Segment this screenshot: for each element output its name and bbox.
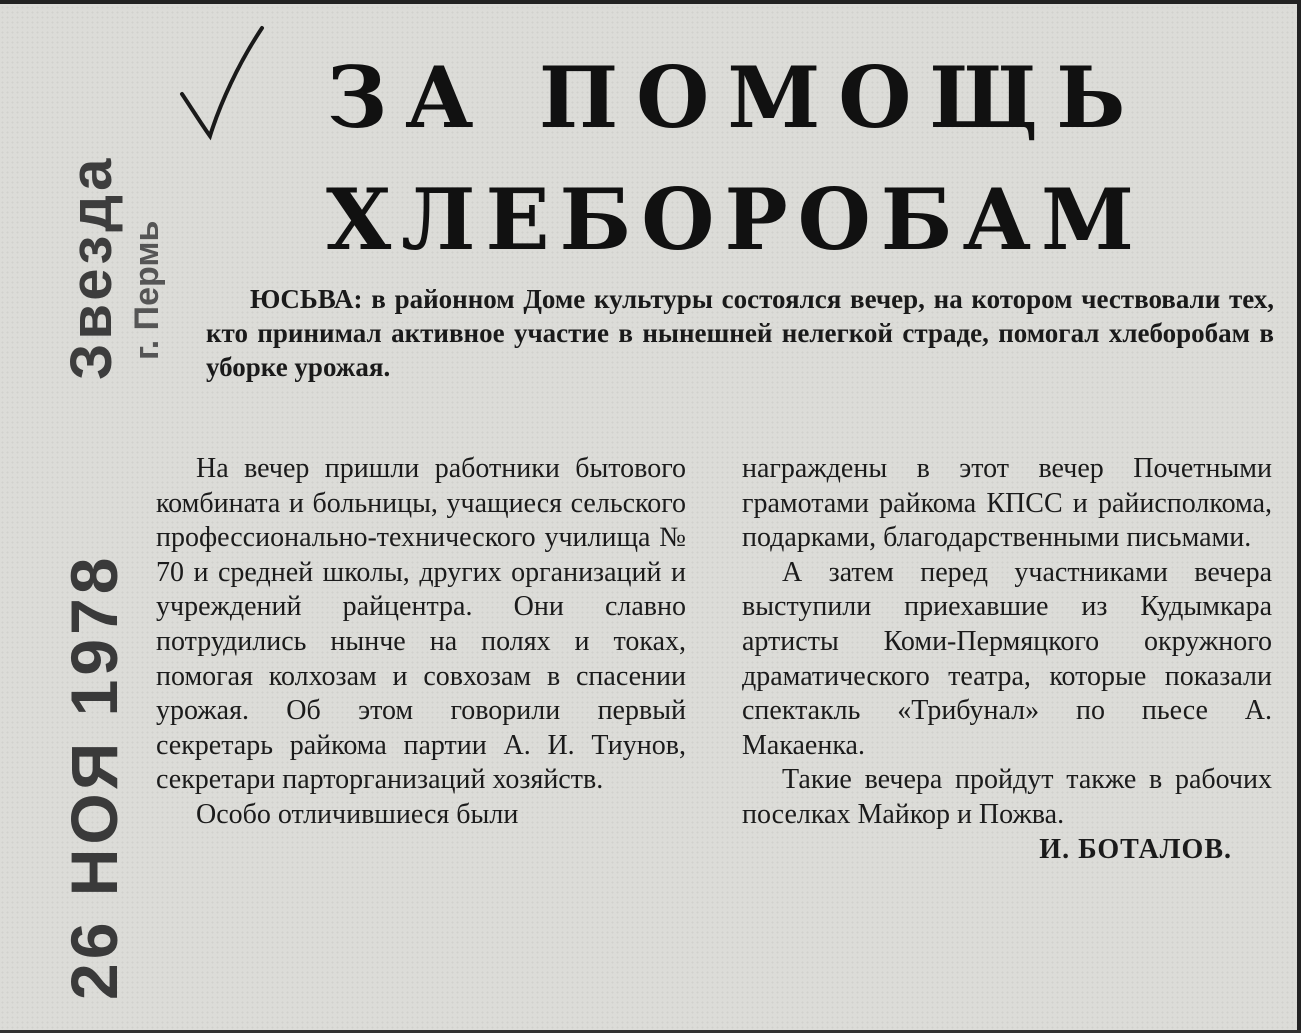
date-stamp: 26 НОЯ 1978 xyxy=(57,553,131,1000)
headline-line-2: ХЛЕБОРОБАМ xyxy=(326,170,1144,269)
article-column-right xyxy=(742,452,1272,867)
headline-line-1: ЗА ПОМОЩЬ xyxy=(326,48,1144,147)
newspaper-stamp: Звезда xyxy=(59,154,124,380)
article-paragraph: На вечер пришли работники бытового комбината и больницы, учащиеся сельского профессионально-технического училища № 70 и средней школы, других организаций и учреждений райцентра. Они славно потрудились нынче на полях и токах, помогая колхозам и совхозам в спасении урожая. Об этом говорили первый секретарь райкома партии А. И. Тиунов, секретари парторганизаций хозяйств. xyxy=(156,453,686,796)
article-paragraph: А затем перед участниками вечера выступили приехавшие из Кудымкара артисты Коми-Пермяцкого окружного драматического театра, которые показали спектакль «Трибунал» по пьесе А. Макаенка. xyxy=(742,556,1272,761)
stamp-city: г. Пермь xyxy=(128,220,166,360)
article-paragraph: награждены в этот вечер Почетными грамотами райкома КПСС и райисполкома, подарками, благодарственными письмами. xyxy=(742,453,1272,554)
author-signature: И. БОТАЛОВ. xyxy=(1039,833,1232,865)
article-paragraph: Такие вечера пройдут также в рабочих поселках Майкор и Пожва. xyxy=(742,764,1272,830)
article-paragraph: Особо отличившиеся были xyxy=(196,798,519,830)
clipping-edge-top xyxy=(0,0,1301,4)
article-column-left xyxy=(156,452,686,833)
lead-paragraph: ЮСЬВА: в районном Доме культуры состоялся вечер, на котором чествовали тех, кто принимал активное участие в нынешней нелегкой страде, помогал хлеборобам в уборке урожая. xyxy=(206,284,1274,382)
clipping-edge-right xyxy=(1297,0,1301,1033)
